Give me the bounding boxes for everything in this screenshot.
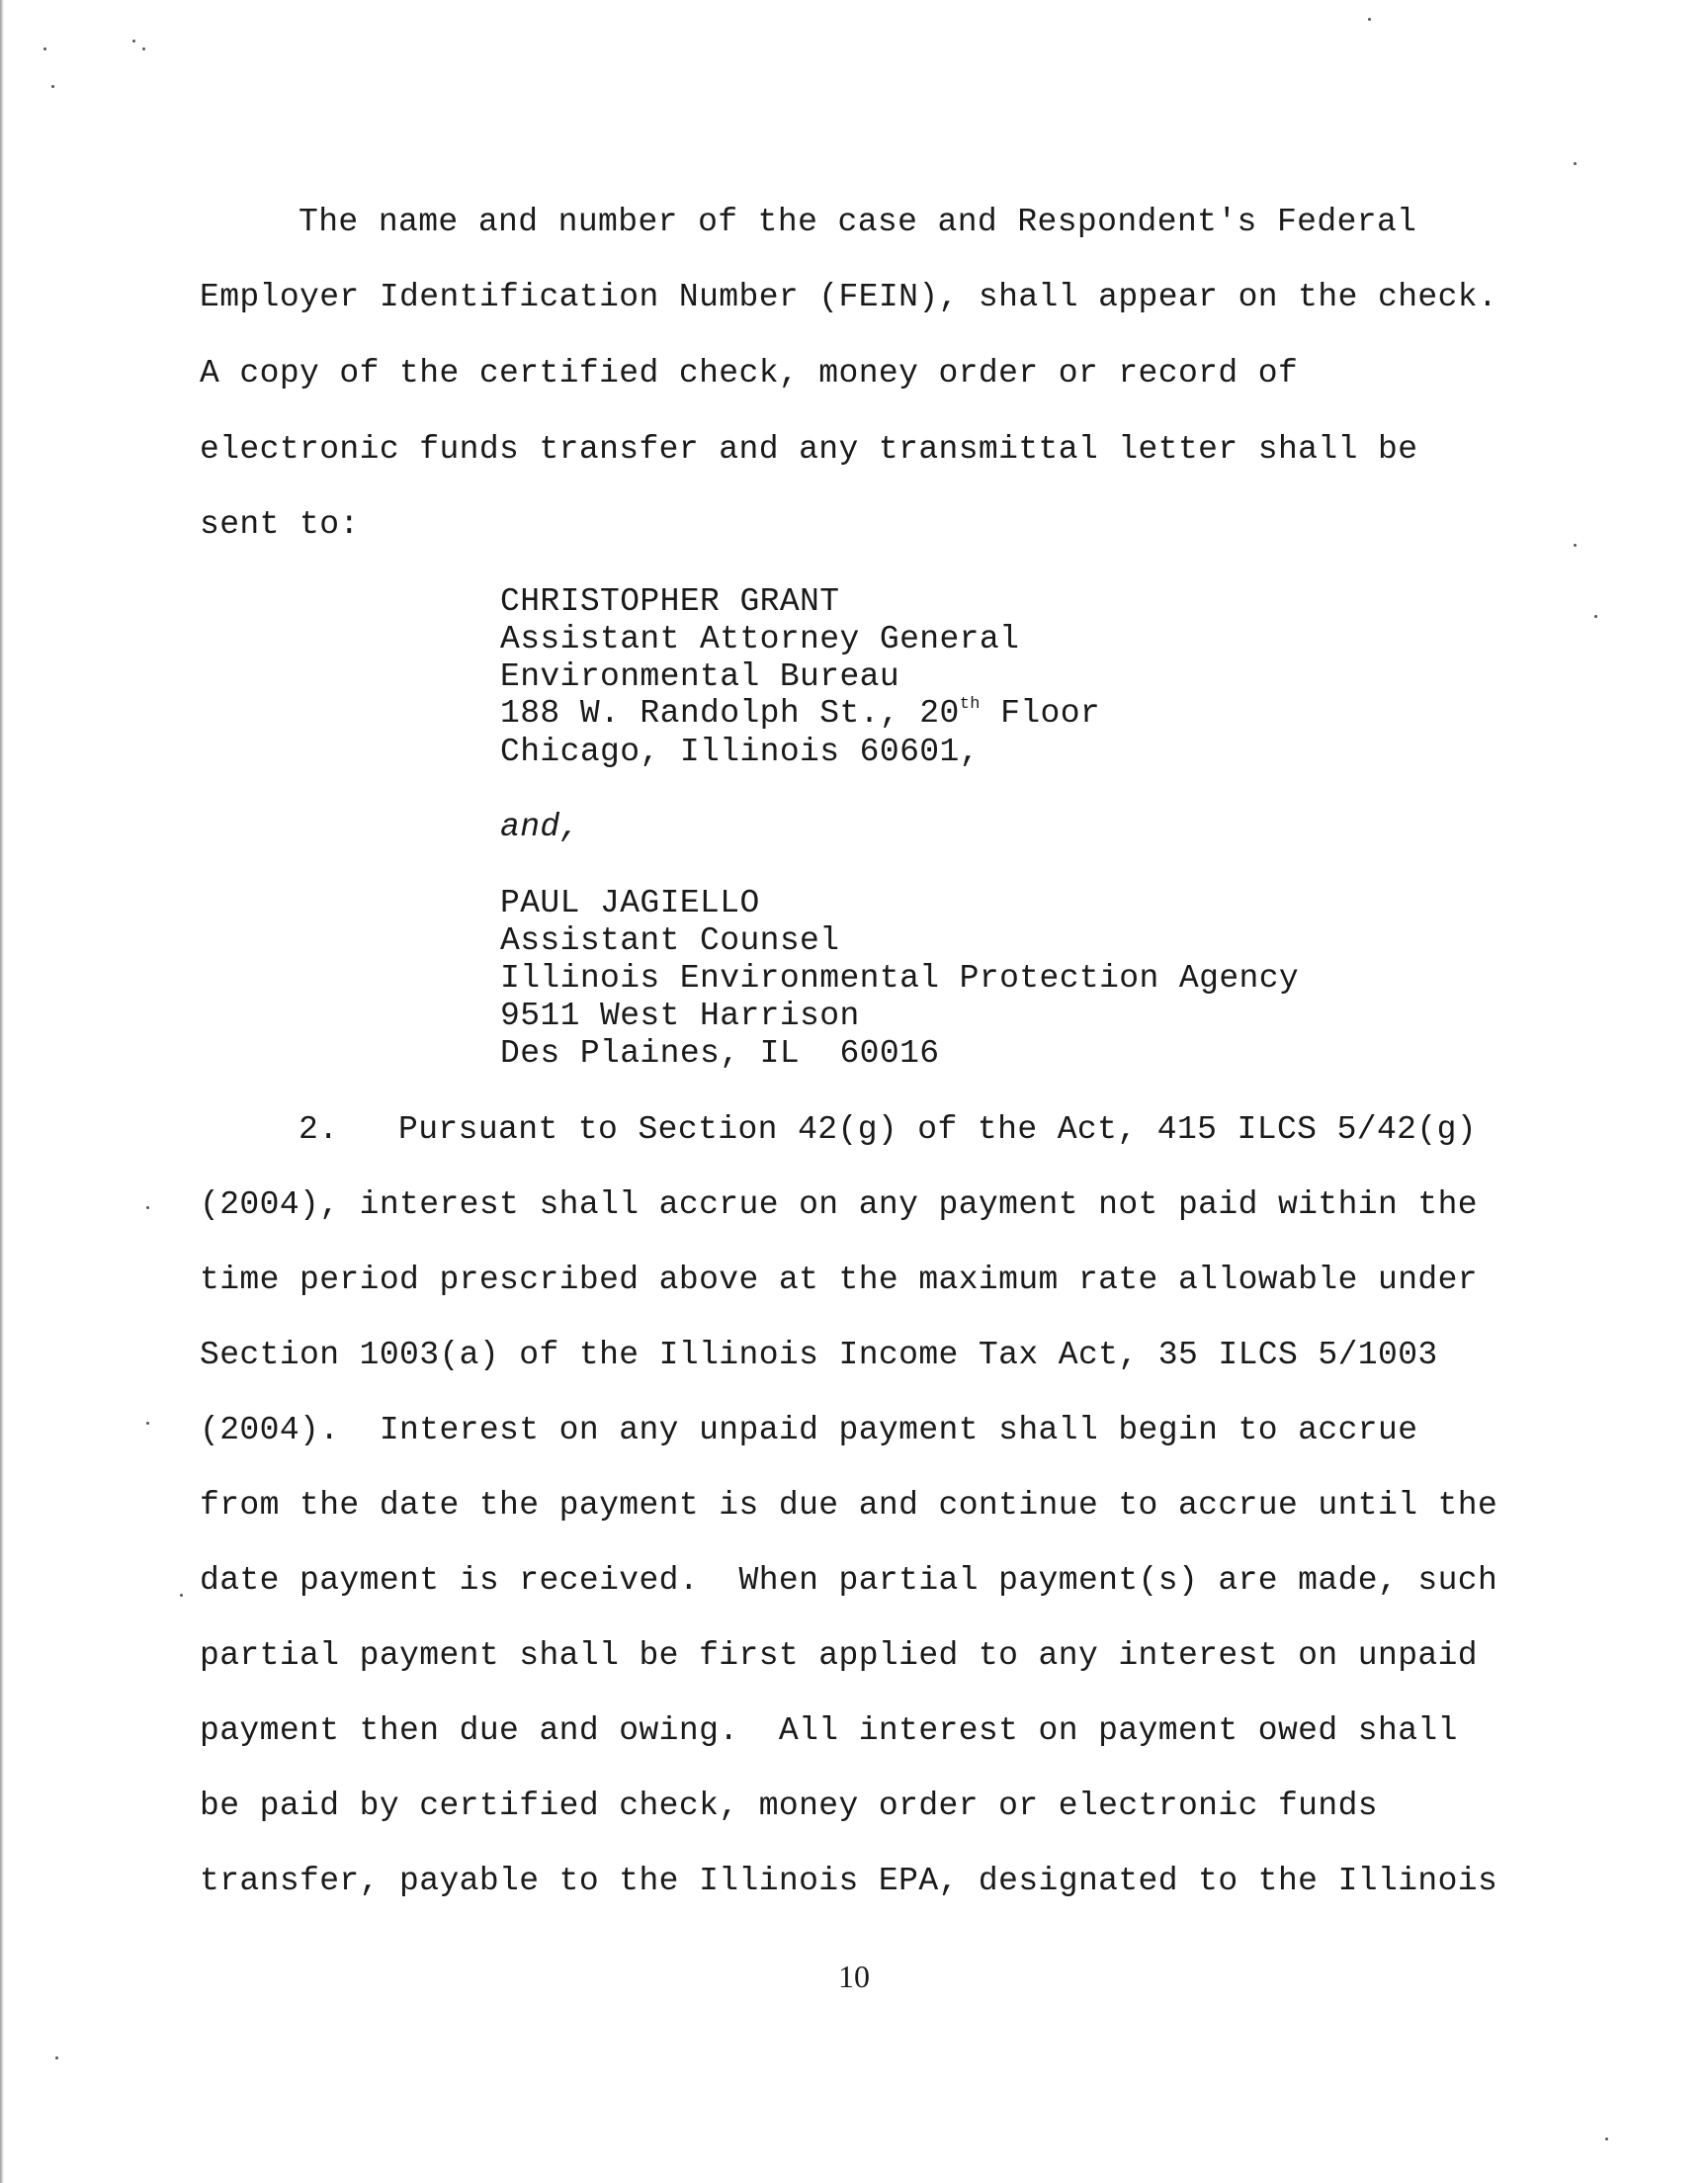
addressee-city: Chicago, Illinois 60601, (500, 734, 980, 770)
scan-speck (146, 1206, 149, 1209)
paragraph-2-line: from the date the payment is due and continue to accrue until the (200, 1487, 1498, 1524)
scan-speck (55, 2056, 58, 2059)
scan-speck (142, 47, 145, 50)
paragraph-1-line: The name and number of the case and Respondent's Federal (299, 204, 1417, 240)
scan-speck (146, 1422, 149, 1425)
addressee-bureau: Environmental Bureau (500, 658, 900, 695)
street-text: 188 W. Randolph St., 20 (500, 695, 960, 732)
scan-speck (132, 40, 135, 43)
paragraph-1-line: Employer Identification Number (FEIN), shall appear on the check. (200, 279, 1498, 315)
scan-speck (43, 47, 46, 50)
paragraph-2-line: (2004), interest shall accrue on any payment not paid within the (200, 1186, 1479, 1223)
addressee-name: CHRISTOPHER GRANT (500, 583, 840, 620)
paragraph-2-line: be paid by certified check, money order or electronic funds (200, 1788, 1378, 1824)
paragraph-2-line: partial payment shall be first applied to any interest on unpaid (200, 1637, 1479, 1674)
addressee-street: 9511 West Harrison (500, 998, 860, 1034)
scan-speck (51, 85, 54, 88)
addressee-title: Assistant Attorney General (500, 621, 1020, 657)
scan-speck (1594, 615, 1597, 618)
paragraph-2-line: (2004). Interest on any unpaid payment shall begin to accrue (200, 1412, 1418, 1448)
addressee-title: Assistant Counsel (500, 922, 840, 959)
paragraph-1-line: A copy of the certified check, money order or record of (200, 355, 1299, 392)
scan-speck (1574, 544, 1577, 547)
paragraph-2-line: Section 1003(a) of the Illinois Income Tax Act, 35 ILCS 5/1003 (200, 1337, 1438, 1373)
paragraph-2-line: payment then due and owing. All interest on payment owed shall (200, 1712, 1458, 1749)
scan-speck (1605, 2138, 1608, 2140)
addressee-street (500, 695, 1100, 733)
conjunction-and: and, (500, 809, 580, 845)
paragraph-2-line: time period prescribed above at the maximum rate allowable under (200, 1262, 1479, 1298)
scan-page-edge (0, 0, 4, 2183)
scan-speck (1574, 162, 1577, 165)
paragraph-1-line: sent to: (200, 506, 360, 543)
street-floor-ordinal: th (959, 695, 981, 714)
page-number: 10 (838, 1959, 870, 1994)
scan-speck (180, 1594, 183, 1597)
street-floor: Floor (980, 695, 1101, 732)
paragraph-2-line: date payment is received. When partial payment(s) are made, such (200, 1562, 1498, 1599)
scan-speck (1368, 18, 1371, 21)
paragraph-2-line: 2. Pursuant to Section 42(g) of the Act, 415 ILCS 5/42(g) (299, 1111, 1477, 1148)
paragraph-1-line: electronic funds transfer and any transmittal letter shall be (200, 431, 1418, 468)
paragraph-2-line: transfer, payable to the Illinois EPA, designated to the Illinois (200, 1863, 1498, 1899)
addressee-agency: Illinois Environmental Protection Agency (500, 960, 1300, 997)
addressee-city: Des Plaines, IL 60016 (500, 1035, 940, 1072)
addressee-name: PAUL JAGIELLO (500, 885, 760, 921)
